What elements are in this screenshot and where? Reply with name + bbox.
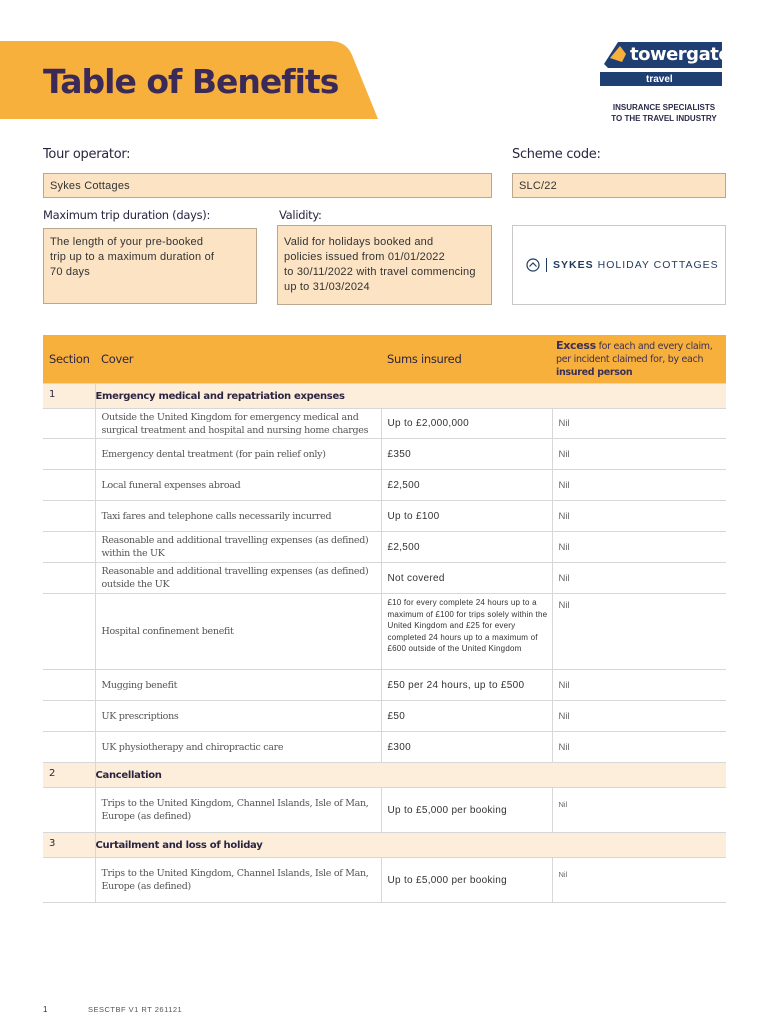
table-row <box>43 670 726 701</box>
sum-cell: £350 <box>381 439 552 470</box>
max-trip-line: The length of your pre-booked <box>50 236 204 248</box>
section-number: 3 <box>43 833 95 858</box>
table-row <box>43 701 726 732</box>
cover-cell: Mugging benefit <box>95 670 381 701</box>
cover-cell: UK physiotherapy and chiropractic care <box>95 732 381 763</box>
sum-cell: £300 <box>381 732 552 763</box>
sum-cell: Not covered <box>381 563 552 594</box>
excess-cell: Nil <box>552 470 726 501</box>
sykes-logo-bold: SYKES <box>553 259 594 271</box>
validity-field <box>277 225 492 305</box>
validity-line: Valid for holidays booked and <box>284 236 434 248</box>
section-cell <box>43 670 95 701</box>
tour-operator-label: Tour operator: <box>43 147 131 162</box>
excess-header-bold: Excess <box>556 339 596 352</box>
section-cell <box>43 858 95 903</box>
sykes-logo-text: HOLIDAY COTTAGES <box>597 259 719 271</box>
tagline-line: TO THE TRAVEL INDUSTRY <box>611 114 717 123</box>
section-title: Curtailment and loss of holiday <box>95 833 726 858</box>
excess-cell: Nil <box>552 858 726 903</box>
table-row <box>43 732 726 763</box>
excess-cell: Nil <box>552 439 726 470</box>
section-title: Cancellation <box>95 763 726 788</box>
table-row <box>43 594 726 670</box>
sum-cell: Up to £5,000 per booking <box>381 788 552 833</box>
validity-line: to 30/11/2022 with travel commencing <box>284 266 476 278</box>
section-cell <box>43 732 95 763</box>
max-trip-field <box>43 228 257 304</box>
cover-header: Cover <box>95 335 381 384</box>
excess-header-text: for each and every claim, per incident claimed for, by each <box>556 341 713 365</box>
cover-cell: Local funeral expenses abroad <box>95 470 381 501</box>
cover-cell: Trips to the United Kingdom, Channel Islands, Isle of Man, Europe (as defined) <box>95 858 381 903</box>
excess-cell: Nil <box>552 409 726 439</box>
max-trip-line: trip up to a maximum duration of <box>50 251 215 263</box>
sykes-logo <box>526 258 719 272</box>
excess-cell: Nil <box>552 563 726 594</box>
section-cell <box>43 594 95 670</box>
section-row <box>43 763 726 788</box>
tagline <box>596 102 732 124</box>
table-row <box>43 409 726 439</box>
sum-cell: £2,500 <box>381 470 552 501</box>
sum-cell: Up to £5,000 per booking <box>381 858 552 903</box>
sykes-logo-divider <box>546 258 547 272</box>
section-title: Emergency medical and repatriation expenses <box>95 384 726 409</box>
excess-cell: Nil <box>552 788 726 833</box>
excess-cell: Nil <box>552 594 726 670</box>
sum-cell: £50 <box>381 701 552 732</box>
table-row <box>43 470 726 501</box>
scheme-code-label: Scheme code: <box>512 147 601 162</box>
section-row <box>43 833 726 858</box>
section-cell <box>43 701 95 732</box>
cover-cell: Hospital confinement benefit <box>95 594 381 670</box>
excess-cell: Nil <box>552 732 726 763</box>
section-cell <box>43 470 95 501</box>
logo-sub: travel <box>646 74 673 85</box>
excess-cell: Nil <box>552 670 726 701</box>
excess-header <box>552 335 726 384</box>
section-header: Section <box>43 335 95 384</box>
excess-header-tail: insured person <box>556 367 633 378</box>
sums-header: Sums insured <box>381 335 552 384</box>
section-cell <box>43 439 95 470</box>
table-header-row <box>43 335 726 384</box>
scheme-code-field: SLC/22 <box>512 173 726 198</box>
sum-cell: £50 per 24 hours, up to £500 <box>381 670 552 701</box>
excess-cell: Nil <box>552 701 726 732</box>
page-number: 1 <box>43 1005 48 1014</box>
section-row <box>43 384 726 409</box>
validity-label: Validity: <box>279 208 322 222</box>
page-title: Table of Benefits <box>43 62 339 101</box>
max-trip-line: 70 days <box>50 266 90 278</box>
table-row <box>43 788 726 833</box>
cover-cell: Emergency dental treatment (for pain relief only) <box>95 439 381 470</box>
table-row <box>43 501 726 532</box>
cover-cell: UK prescriptions <box>95 701 381 732</box>
sum-cell: Up to £2,000,000 <box>381 409 552 439</box>
section-cell <box>43 409 95 439</box>
section-number: 2 <box>43 763 95 788</box>
table-row <box>43 532 726 563</box>
section-cell <box>43 532 95 563</box>
table-row <box>43 439 726 470</box>
table-row <box>43 858 726 903</box>
cover-cell: Reasonable and additional travelling expenses (as defined) outside the UK <box>95 563 381 594</box>
excess-cell: Nil <box>552 501 726 532</box>
sum-cell: £2,500 <box>381 532 552 563</box>
cover-cell: Reasonable and additional travelling expenses (as defined) within the UK <box>95 532 381 563</box>
section-cell <box>43 501 95 532</box>
cover-cell: Trips to the United Kingdom, Channel Islands, Isle of Man, Europe (as defined) <box>95 788 381 833</box>
table-row <box>43 563 726 594</box>
section-number: 1 <box>43 384 95 409</box>
section-cell <box>43 563 95 594</box>
max-trip-label: Maximum trip duration (days): <box>43 208 211 222</box>
section-cell <box>43 788 95 833</box>
sum-cell: £10 for every complete 24 hours up to a maximum of £100 for trips solely within the United Kingdom and £25 for every completed 24 hours up to a maximum of £600 outside of the United Kingdom <box>381 594 552 670</box>
benefits-table <box>43 335 726 903</box>
logo-name: towergate <box>630 44 731 65</box>
cover-cell: Outside the United Kingdom for emergency medical and surgical treatment and hospital and nursing home charges <box>95 409 381 439</box>
excess-cell: Nil <box>552 532 726 563</box>
validity-line: policies issued from 01/01/2022 <box>284 251 445 263</box>
validity-line: up to 31/03/2024 <box>284 281 370 293</box>
tagline-line: INSURANCE SPECIALISTS <box>612 103 716 112</box>
tour-operator-field: Sykes Cottages <box>43 173 492 198</box>
document-code: SESCTBF V1 RT 261121 <box>88 1005 183 1014</box>
sykes-logo-icon <box>526 258 540 272</box>
sum-cell: Up to £100 <box>381 501 552 532</box>
cover-cell: Taxi fares and telephone calls necessarily incurred <box>95 501 381 532</box>
